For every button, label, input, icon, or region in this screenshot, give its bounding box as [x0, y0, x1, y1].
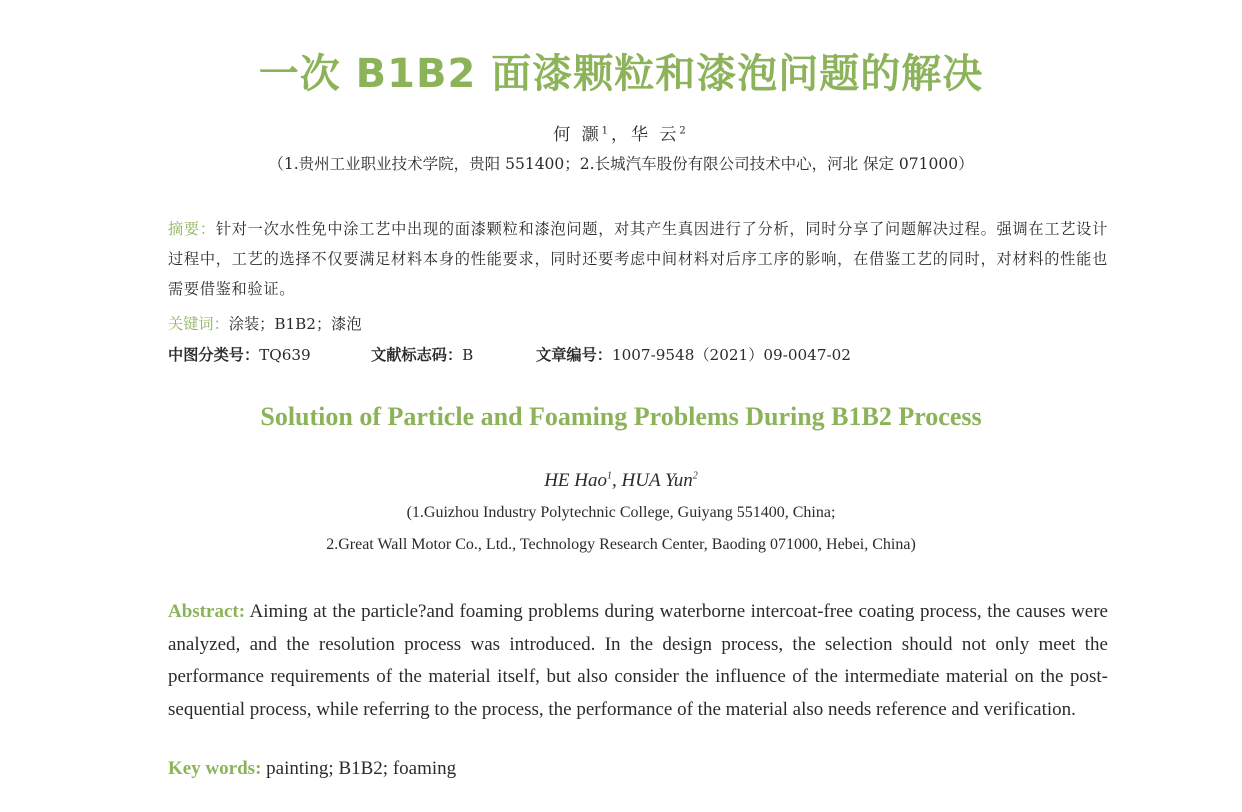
english-keywords-text: painting; B1B2; foaming [266, 758, 457, 779]
document-code-value: B [462, 346, 474, 364]
english-author-separator: , [612, 470, 622, 491]
english-keywords [168, 756, 1108, 782]
chinese-author-2-sup: 2 [679, 125, 689, 137]
clc-number [168, 344, 371, 366]
chinese-author-separator: ， [611, 125, 631, 145]
chinese-abstract-text: 针对一次水性免中涂工艺中出现的面漆颗粒和漆泡问题，对其产生真因进行了分析，同时分享了问题解决过程。强调在工艺设计过程中，工艺的选择不仅要满足材料本身的性能要求，同时还要考虑中间材料对后序工序的影响，在借鉴工艺的同时，对材料的性能也需要借鉴和验证。 [168, 220, 1109, 298]
english-title: Solution of Particle and Foaming Problems During B1B2 Process [260, 402, 982, 431]
chinese-keywords-text: 涂装；B1B2；漆泡 [228, 315, 362, 333]
document-code [371, 344, 536, 366]
english-authors [0, 470, 1242, 492]
document-code-label: 文献标志码： [371, 346, 463, 364]
english-author-2: HUA Yun [621, 470, 693, 491]
chinese-authors [0, 120, 1242, 145]
english-abstract-label: Abstract: [168, 601, 246, 622]
chinese-keywords-label: 关键词： [168, 315, 229, 333]
english-abstract-text: Aiming at the particle?and foaming problems during waterborne intercoat-free coating process, the causes were analyzed, and the resolution process was introduced. In the design process, the selection should not only meet the performance requirements of the material itself, but also consider the influence of the intermediate material on the post-sequential process, while referring to the process, the performance of the material also needs reference and verification. [168, 601, 1108, 720]
classification-row [168, 344, 1108, 366]
article-number-label: 文章编号： [536, 346, 612, 364]
chinese-affiliation: （1.贵州工业职业技术学院，贵阳 551400；2.长城汽车股份有限公司技术中心，河北 保定 071000） [268, 155, 974, 173]
english-author-1: HE Hao [544, 470, 608, 491]
article-number-value: 1007-9548（2021）09-0047-02 [611, 346, 851, 364]
article-number [536, 344, 851, 366]
chinese-abstract-label: 摘要： [168, 220, 216, 238]
chinese-author-1-sup: 1 [601, 125, 611, 137]
english-author-2-sup: 2 [692, 470, 698, 482]
english-keywords-label: Key words: [168, 758, 262, 779]
english-affiliation-1: (1.Guizhou Industry Polytechnic College, Guiyang 551400, China; [406, 504, 836, 521]
english-affiliation-2: 2.Great Wall Motor Co., Ltd., Technology Research Center, Baoding 071000, Hebei, China) [326, 536, 916, 553]
chinese-keywords [168, 312, 1108, 336]
chinese-title: 一次 B1B2 面漆颗粒和漆泡问题的解决 [258, 51, 984, 97]
chinese-abstract [168, 214, 1108, 304]
chinese-author-1: 何 灏 [553, 125, 602, 145]
english-author-1-sup: 1 [607, 470, 613, 482]
chinese-author-2: 华 云 [631, 125, 680, 145]
clc-label: 中图分类号： [168, 346, 260, 364]
clc-value: TQ639 [259, 346, 311, 364]
english-abstract [168, 596, 1108, 726]
